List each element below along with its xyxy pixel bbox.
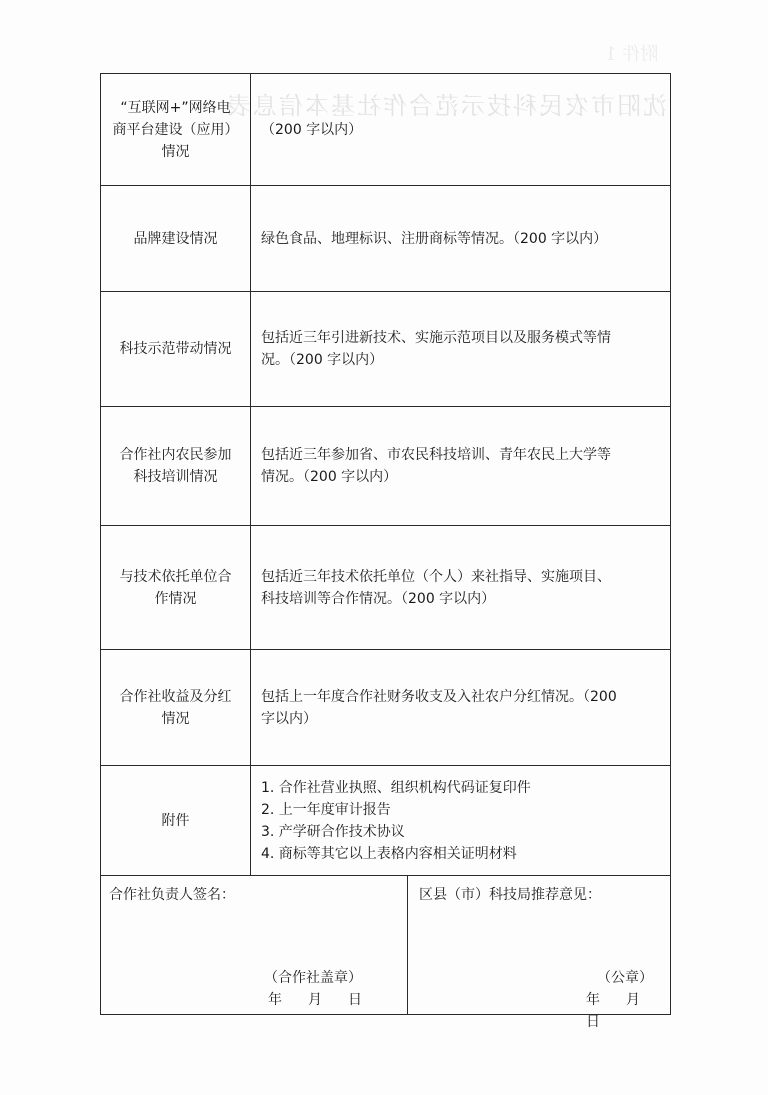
left-date [268,989,362,1011]
leader-signature-label: 合作社负责人签名： [109,887,235,903]
cooperative-seal-label: （合作社盖章） [264,970,362,986]
row-value-income-dividend[interactable] [251,650,671,766]
label-line: 与技术依托单位合 [119,568,232,585]
row-value-brand[interactable] [251,186,671,292]
value-line: 情况。（200 字以内） [261,469,398,485]
day-label: 日 [348,992,362,1008]
label-line: 品牌建设情况 [133,230,218,247]
table-row [101,292,671,407]
row-label-internet-plus [101,74,251,186]
list-item: 3. 产学研合作技术协议 [261,823,405,840]
bureau-recommendation-label: 区县（市）科技局推荐意见： [419,887,601,903]
table-row [101,186,671,292]
value-line: （200 字以内） [261,121,363,138]
row-label-brand [101,186,251,292]
label-line: 科技培训情况 [133,469,218,485]
attachment-list [261,777,660,865]
table-row [101,876,671,1015]
label-line: 商平台建设（应用） [112,121,239,138]
year-label: 年 [268,992,282,1008]
show-through-heading: 沈阳市农民科技示范合作社基本信息表 [225,92,667,120]
right-date [586,989,670,1033]
signature-section [101,876,671,1030]
row-value-tech-demo[interactable] [251,292,671,407]
value-line: 字以内） [261,710,317,727]
table-row [101,526,671,650]
table-row [101,766,671,876]
month-label: 月 [308,992,322,1008]
value-line: 包括近三年参加省、市农民科技培训、青年农民上大学等 [261,447,611,463]
list-item: 2. 上一年度审计报告 [261,801,391,818]
row-label-attachments: 附件 [101,766,251,876]
label-line: 科技示范带动情况 [119,341,232,357]
application-form-table [100,73,671,1030]
official-seal-label: （公章） [597,970,653,986]
label-line: 情况 [161,710,190,727]
day-label: 日 [586,1014,600,1030]
value-line: 包括近三年引进新技术、实施示范项目以及服务模式等情 [261,330,611,346]
row-label-income-dividend [101,650,251,766]
value-line: 科技培训等合作情况。（200 字以内） [261,590,496,607]
row-value-attachments [251,766,671,876]
row-value-training[interactable] [251,407,671,526]
value-line: 绿色食品、地理标识、注册商标等情况。（200 字以内） [261,230,608,247]
show-through-attachment-mark: 附件 1 [605,44,659,65]
label-line: 合作社收益及分红 [119,688,232,705]
month-label: 月 [626,992,640,1008]
value-line: 包括近三年技术依托单位（个人）来社指导、实施项目、 [261,568,611,585]
row-label-tech-demo [101,292,251,407]
value-line: 况。（200 字以内） [261,352,384,368]
row-label-tech-partner [101,526,251,650]
row-label-training [101,407,251,526]
list-item: 1. 合作社营业执照、组织机构代码证复印件 [261,779,531,796]
row-value-internet-plus[interactable] [251,74,671,186]
list-item: 4. 商标等其它以上表格内容相关证明材料 [261,845,517,862]
table-row [101,650,671,766]
signature-divider [407,876,408,1014]
table-row [101,407,671,526]
table-row [101,74,671,186]
label-line: 作情况 [154,590,197,607]
row-value-tech-partner[interactable] [251,526,671,650]
label-line: 合作社内农民参加 [119,447,232,463]
year-label: 年 [586,992,600,1008]
label-line: 情况 [161,143,190,160]
value-line: 包括上一年度合作社财务收支及入社农户分红情况。（200 [261,688,617,705]
label-line: “互联网+”网络电 [120,99,231,116]
